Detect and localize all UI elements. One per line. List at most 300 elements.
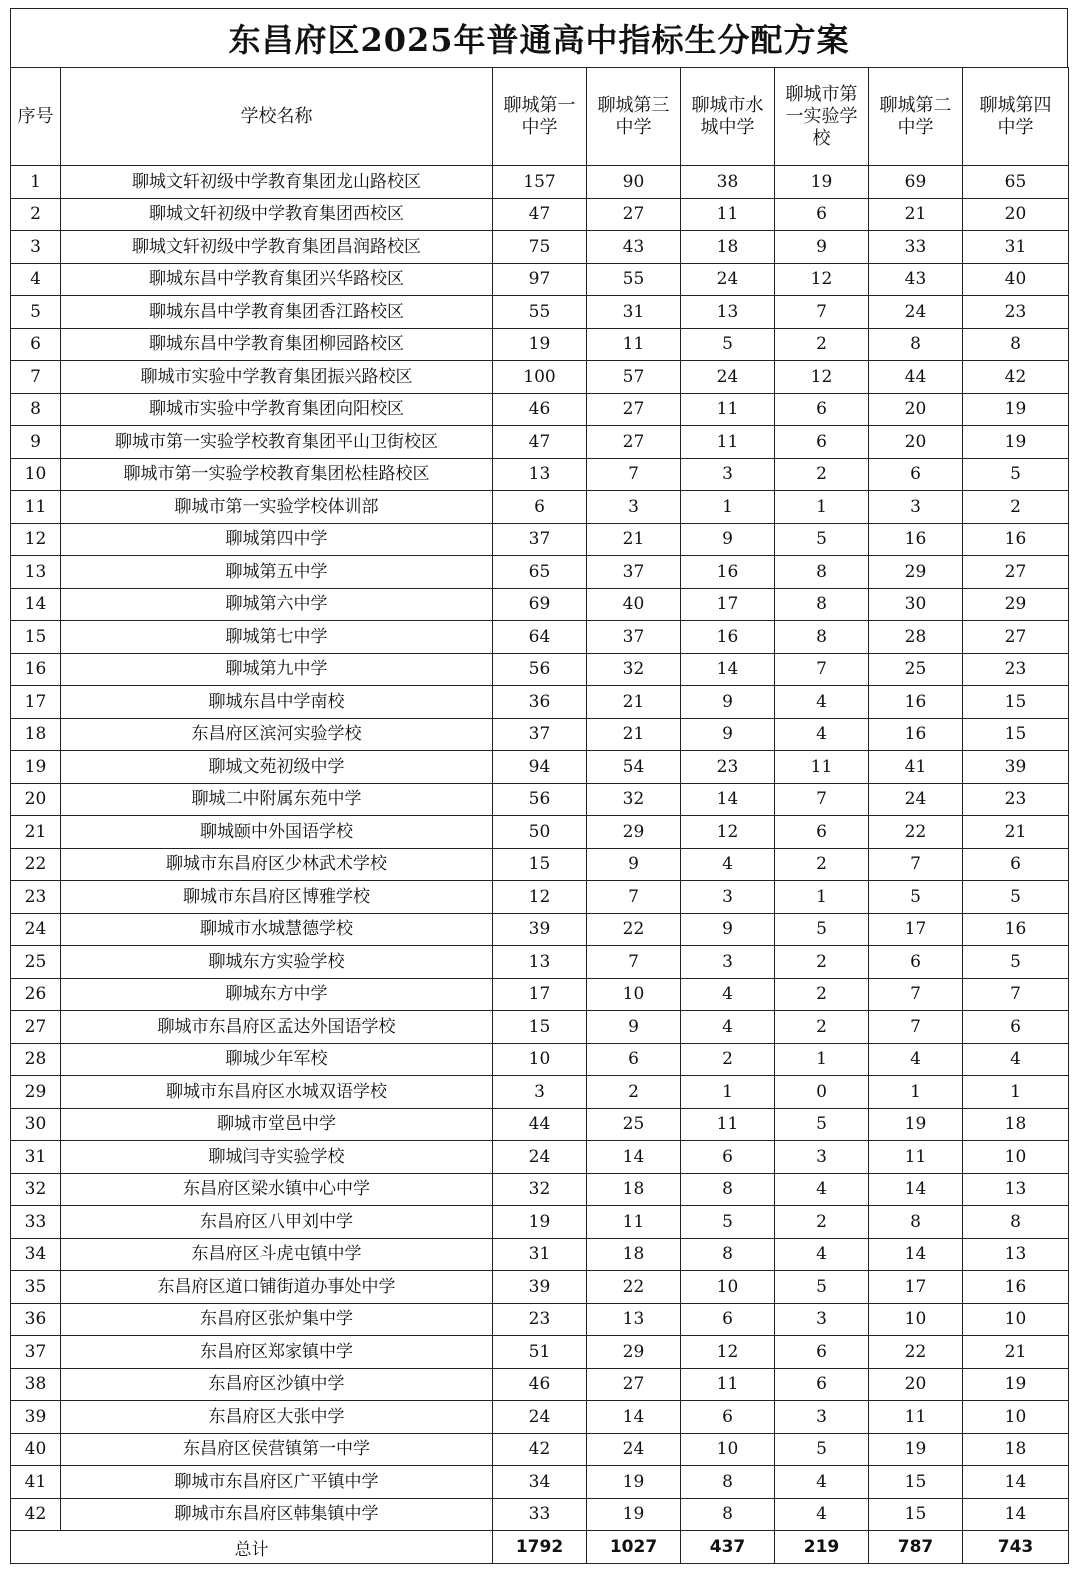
row-value-col-4: 4 (775, 1498, 869, 1531)
total-col-5: 787 (869, 1531, 963, 1564)
row-index: 37 (11, 1336, 61, 1369)
table-row (11, 1011, 1069, 1044)
row-value-col-5: 6 (869, 458, 963, 491)
row-value-col-5: 20 (869, 426, 963, 459)
row-value-col-3: 11 (681, 393, 775, 426)
table-row (11, 263, 1069, 296)
table-row (11, 1271, 1069, 1304)
table-row (11, 1336, 1069, 1369)
row-school-name: 东昌府区斗虎屯镇中学 (61, 1238, 493, 1271)
row-value-col-2: 11 (587, 328, 681, 361)
table-row (11, 686, 1069, 719)
row-value-col-2: 18 (587, 1173, 681, 1206)
table-row (11, 848, 1069, 881)
row-value-col-5: 41 (869, 751, 963, 784)
row-value-col-4: 6 (775, 198, 869, 231)
total-col-3: 437 (681, 1531, 775, 1564)
row-value-col-4: 1 (775, 1043, 869, 1076)
row-value-col-3: 4 (681, 1011, 775, 1044)
header-col-3 (681, 68, 775, 166)
row-value-col-5: 8 (869, 1206, 963, 1239)
row-value-col-4: 2 (775, 946, 869, 979)
table-row (11, 1173, 1069, 1206)
row-value-col-3: 23 (681, 751, 775, 784)
total-row (11, 1531, 1069, 1564)
row-value-col-3: 6 (681, 1401, 775, 1434)
row-school-name: 聊城东昌中学教育集团柳园路校区 (61, 328, 493, 361)
row-value-col-6: 10 (963, 1303, 1069, 1336)
row-value-col-6: 21 (963, 1336, 1069, 1369)
row-school-name: 聊城闫寺实验学校 (61, 1141, 493, 1174)
header-col-2-label: 聊城第三中学 (597, 94, 670, 138)
row-value-col-2: 7 (587, 881, 681, 914)
row-value-col-2: 32 (587, 783, 681, 816)
row-value-col-6: 20 (963, 198, 1069, 231)
header-col-2 (587, 68, 681, 166)
row-school-name: 聊城文轩初级中学教育集团龙山路校区 (61, 166, 493, 199)
row-value-col-4: 8 (775, 588, 869, 621)
allocation-table (10, 67, 1069, 1564)
row-index: 34 (11, 1238, 61, 1271)
row-value-col-5: 17 (869, 913, 963, 946)
header-col-1 (493, 68, 587, 166)
row-school-name: 聊城第四中学 (61, 523, 493, 556)
table-row (11, 426, 1069, 459)
row-index: 8 (11, 393, 61, 426)
row-value-col-1: 13 (493, 458, 587, 491)
row-value-col-3: 18 (681, 231, 775, 264)
row-value-col-3: 12 (681, 1336, 775, 1369)
row-value-col-5: 8 (869, 328, 963, 361)
row-value-col-3: 4 (681, 978, 775, 1011)
row-value-col-2: 29 (587, 1336, 681, 1369)
row-index: 31 (11, 1141, 61, 1174)
row-value-col-5: 11 (869, 1401, 963, 1434)
row-index: 15 (11, 621, 61, 654)
table-row (11, 361, 1069, 394)
row-value-col-4: 2 (775, 848, 869, 881)
row-index: 13 (11, 556, 61, 589)
row-value-col-2: 14 (587, 1401, 681, 1434)
row-value-col-1: 10 (493, 1043, 587, 1076)
row-value-col-1: 44 (493, 1108, 587, 1141)
row-value-col-3: 8 (681, 1498, 775, 1531)
row-value-col-1: 50 (493, 816, 587, 849)
row-value-col-1: 39 (493, 913, 587, 946)
row-value-col-5: 7 (869, 1011, 963, 1044)
row-index: 7 (11, 361, 61, 394)
row-value-col-4: 19 (775, 166, 869, 199)
row-value-col-5: 16 (869, 523, 963, 556)
row-value-col-3: 1 (681, 491, 775, 524)
row-index: 41 (11, 1466, 61, 1499)
header-col-4-label: 聊城市第一实验学校 (785, 83, 858, 149)
table-row (11, 718, 1069, 751)
row-value-col-5: 14 (869, 1238, 963, 1271)
page-title: 东昌府区2025年普通高中指标生分配方案 (228, 21, 850, 59)
row-value-col-6: 23 (963, 783, 1069, 816)
row-index: 14 (11, 588, 61, 621)
row-value-col-6: 8 (963, 328, 1069, 361)
row-value-col-2: 57 (587, 361, 681, 394)
row-value-col-3: 17 (681, 588, 775, 621)
row-value-col-1: 97 (493, 263, 587, 296)
row-school-name: 聊城东昌中学教育集团兴华路校区 (61, 263, 493, 296)
row-value-col-4: 6 (775, 426, 869, 459)
row-school-name: 聊城市第一实验学校教育集团平山卫街校区 (61, 426, 493, 459)
row-value-col-3: 11 (681, 198, 775, 231)
row-value-col-1: 75 (493, 231, 587, 264)
header-col-1-label: 聊城第一中学 (503, 94, 576, 138)
row-value-col-6: 5 (963, 458, 1069, 491)
row-index: 17 (11, 686, 61, 719)
row-value-col-1: 15 (493, 848, 587, 881)
row-value-col-5: 16 (869, 686, 963, 719)
row-value-col-2: 22 (587, 913, 681, 946)
row-value-col-2: 6 (587, 1043, 681, 1076)
total-col-1: 1792 (493, 1531, 587, 1564)
row-index: 6 (11, 328, 61, 361)
row-value-col-6: 15 (963, 718, 1069, 751)
table-row (11, 166, 1069, 199)
row-school-name: 聊城市东昌府区博雅学校 (61, 881, 493, 914)
row-school-name: 聊城文轩初级中学教育集团西校区 (61, 198, 493, 231)
row-value-col-2: 19 (587, 1466, 681, 1499)
row-value-col-6: 10 (963, 1401, 1069, 1434)
row-value-col-4: 4 (775, 1238, 869, 1271)
row-value-col-6: 4 (963, 1043, 1069, 1076)
row-value-col-6: 31 (963, 231, 1069, 264)
row-value-col-1: 23 (493, 1303, 587, 1336)
row-value-col-3: 38 (681, 166, 775, 199)
row-value-col-1: 39 (493, 1271, 587, 1304)
row-value-col-4: 7 (775, 783, 869, 816)
row-value-col-5: 7 (869, 848, 963, 881)
row-value-col-5: 17 (869, 1271, 963, 1304)
row-value-col-6: 27 (963, 621, 1069, 654)
row-value-col-6: 15 (963, 686, 1069, 719)
row-index: 12 (11, 523, 61, 556)
row-value-col-2: 21 (587, 523, 681, 556)
title-box (10, 8, 1068, 67)
row-index: 42 (11, 1498, 61, 1531)
row-value-col-1: 46 (493, 393, 587, 426)
row-value-col-4: 1 (775, 491, 869, 524)
row-value-col-5: 69 (869, 166, 963, 199)
row-value-col-5: 22 (869, 1336, 963, 1369)
row-value-col-2: 2 (587, 1076, 681, 1109)
table-row (11, 946, 1069, 979)
row-value-col-2: 7 (587, 946, 681, 979)
row-value-col-5: 10 (869, 1303, 963, 1336)
row-value-col-4: 9 (775, 231, 869, 264)
row-value-col-6: 1 (963, 1076, 1069, 1109)
row-value-col-2: 18 (587, 1238, 681, 1271)
row-index: 25 (11, 946, 61, 979)
row-value-col-2: 9 (587, 848, 681, 881)
row-value-col-4: 11 (775, 751, 869, 784)
table-row (11, 1303, 1069, 1336)
row-school-name: 聊城市东昌府区少林武术学校 (61, 848, 493, 881)
row-value-col-6: 42 (963, 361, 1069, 394)
table-row (11, 751, 1069, 784)
row-value-col-4: 3 (775, 1303, 869, 1336)
header-col-4 (775, 68, 869, 166)
row-value-col-2: 27 (587, 393, 681, 426)
row-value-col-1: 64 (493, 621, 587, 654)
row-school-name: 聊城第七中学 (61, 621, 493, 654)
row-value-col-3: 2 (681, 1043, 775, 1076)
header-col-3-label: 聊城市水城中学 (691, 94, 764, 138)
row-value-col-3: 3 (681, 946, 775, 979)
row-school-name: 东昌府区侯营镇第一中学 (61, 1433, 493, 1466)
total-label: 总计 (11, 1531, 493, 1564)
row-school-name: 聊城市东昌府区广平镇中学 (61, 1466, 493, 1499)
row-value-col-5: 20 (869, 393, 963, 426)
row-value-col-1: 15 (493, 1011, 587, 1044)
row-value-col-4: 4 (775, 1173, 869, 1206)
row-value-col-6: 16 (963, 913, 1069, 946)
row-value-col-2: 13 (587, 1303, 681, 1336)
row-index: 5 (11, 296, 61, 329)
row-school-name: 聊城第九中学 (61, 653, 493, 686)
row-value-col-5: 4 (869, 1043, 963, 1076)
table-row (11, 556, 1069, 589)
row-value-col-6: 19 (963, 393, 1069, 426)
row-school-name: 聊城东方中学 (61, 978, 493, 1011)
row-value-col-1: 17 (493, 978, 587, 1011)
row-value-col-5: 15 (869, 1498, 963, 1531)
row-value-col-6: 13 (963, 1173, 1069, 1206)
row-value-col-2: 31 (587, 296, 681, 329)
document-page (10, 8, 1068, 1564)
row-school-name: 聊城第五中学 (61, 556, 493, 589)
row-value-col-1: 36 (493, 686, 587, 719)
row-value-col-5: 25 (869, 653, 963, 686)
row-value-col-3: 8 (681, 1238, 775, 1271)
table-row (11, 1238, 1069, 1271)
row-index: 21 (11, 816, 61, 849)
row-value-col-1: 51 (493, 1336, 587, 1369)
row-value-col-2: 55 (587, 263, 681, 296)
row-school-name: 聊城文苑初级中学 (61, 751, 493, 784)
row-index: 40 (11, 1433, 61, 1466)
row-value-col-3: 9 (681, 523, 775, 556)
row-value-col-4: 3 (775, 1401, 869, 1434)
table-row (11, 1076, 1069, 1109)
row-school-name: 聊城市实验中学教育集团向阳校区 (61, 393, 493, 426)
row-value-col-6: 8 (963, 1206, 1069, 1239)
row-value-col-2: 10 (587, 978, 681, 1011)
table-row (11, 328, 1069, 361)
row-value-col-1: 13 (493, 946, 587, 979)
total-col-4: 219 (775, 1531, 869, 1564)
row-value-col-5: 1 (869, 1076, 963, 1109)
row-value-col-3: 4 (681, 848, 775, 881)
row-value-col-6: 27 (963, 556, 1069, 589)
row-value-col-3: 16 (681, 556, 775, 589)
row-school-name: 聊城颐中外国语学校 (61, 816, 493, 849)
row-value-col-6: 10 (963, 1141, 1069, 1174)
row-value-col-2: 25 (587, 1108, 681, 1141)
row-value-col-2: 29 (587, 816, 681, 849)
row-value-col-6: 23 (963, 296, 1069, 329)
row-index: 24 (11, 913, 61, 946)
row-value-col-6: 39 (963, 751, 1069, 784)
row-value-col-5: 43 (869, 263, 963, 296)
table-row (11, 1466, 1069, 1499)
row-value-col-1: 19 (493, 1206, 587, 1239)
row-index: 28 (11, 1043, 61, 1076)
row-school-name: 聊城市东昌府区韩集镇中学 (61, 1498, 493, 1531)
row-value-col-3: 14 (681, 653, 775, 686)
table-row (11, 1498, 1069, 1531)
row-index: 22 (11, 848, 61, 881)
row-value-col-3: 11 (681, 1108, 775, 1141)
row-school-name: 聊城东昌中学南校 (61, 686, 493, 719)
row-index: 26 (11, 978, 61, 1011)
row-value-col-3: 11 (681, 426, 775, 459)
row-value-col-5: 30 (869, 588, 963, 621)
row-value-col-2: 37 (587, 621, 681, 654)
table-row (11, 296, 1069, 329)
row-school-name: 聊城文轩初级中学教育集团昌润路校区 (61, 231, 493, 264)
row-value-col-3: 8 (681, 1466, 775, 1499)
row-value-col-6: 5 (963, 946, 1069, 979)
row-value-col-1: 19 (493, 328, 587, 361)
row-value-col-6: 5 (963, 881, 1069, 914)
row-value-col-3: 10 (681, 1433, 775, 1466)
row-index: 36 (11, 1303, 61, 1336)
row-value-col-2: 37 (587, 556, 681, 589)
row-value-col-5: 3 (869, 491, 963, 524)
row-value-col-4: 5 (775, 1433, 869, 1466)
header-index: 序号 (11, 68, 61, 166)
row-school-name: 聊城市水城慧德学校 (61, 913, 493, 946)
row-value-col-2: 9 (587, 1011, 681, 1044)
row-value-col-3: 1 (681, 1076, 775, 1109)
row-value-col-1: 42 (493, 1433, 587, 1466)
row-school-name: 聊城市第一实验学校教育集团松桂路校区 (61, 458, 493, 491)
row-value-col-2: 14 (587, 1141, 681, 1174)
row-school-name: 聊城市实验中学教育集团振兴路校区 (61, 361, 493, 394)
row-value-col-5: 33 (869, 231, 963, 264)
row-value-col-5: 29 (869, 556, 963, 589)
row-school-name: 东昌府区八甲刘中学 (61, 1206, 493, 1239)
row-index: 20 (11, 783, 61, 816)
row-value-col-1: 56 (493, 783, 587, 816)
row-value-col-3: 9 (681, 718, 775, 751)
row-value-col-2: 40 (587, 588, 681, 621)
table-row (11, 1043, 1069, 1076)
row-value-col-4: 12 (775, 263, 869, 296)
row-value-col-4: 6 (775, 1336, 869, 1369)
row-value-col-1: 100 (493, 361, 587, 394)
row-value-col-4: 2 (775, 978, 869, 1011)
row-value-col-6: 7 (963, 978, 1069, 1011)
row-value-col-4: 0 (775, 1076, 869, 1109)
row-value-col-2: 32 (587, 653, 681, 686)
row-value-col-5: 6 (869, 946, 963, 979)
row-value-col-4: 4 (775, 686, 869, 719)
row-value-col-4: 12 (775, 361, 869, 394)
row-value-col-6: 6 (963, 1011, 1069, 1044)
row-value-col-2: 7 (587, 458, 681, 491)
row-value-col-1: 34 (493, 1466, 587, 1499)
row-value-col-6: 6 (963, 848, 1069, 881)
row-school-name: 东昌府区大张中学 (61, 1401, 493, 1434)
row-value-col-3: 8 (681, 1173, 775, 1206)
row-value-col-3: 12 (681, 816, 775, 849)
row-value-col-1: 6 (493, 491, 587, 524)
row-value-col-3: 24 (681, 361, 775, 394)
table-row (11, 881, 1069, 914)
row-value-col-3: 13 (681, 296, 775, 329)
table-row (11, 816, 1069, 849)
row-value-col-5: 24 (869, 296, 963, 329)
row-index: 11 (11, 491, 61, 524)
table-row (11, 231, 1069, 264)
table-row (11, 523, 1069, 556)
row-index: 32 (11, 1173, 61, 1206)
row-value-col-5: 19 (869, 1433, 963, 1466)
row-value-col-3: 24 (681, 263, 775, 296)
row-school-name: 聊城市东昌府区孟达外国语学校 (61, 1011, 493, 1044)
header-row (11, 68, 1069, 166)
row-value-col-1: 55 (493, 296, 587, 329)
row-index: 10 (11, 458, 61, 491)
table-row (11, 1401, 1069, 1434)
row-school-name: 聊城二中附属东苑中学 (61, 783, 493, 816)
row-value-col-4: 6 (775, 393, 869, 426)
row-value-col-3: 3 (681, 458, 775, 491)
row-value-col-6: 13 (963, 1238, 1069, 1271)
row-value-col-4: 2 (775, 458, 869, 491)
row-value-col-2: 24 (587, 1433, 681, 1466)
row-school-name: 东昌府区沙镇中学 (61, 1368, 493, 1401)
row-value-col-4: 6 (775, 816, 869, 849)
row-index: 9 (11, 426, 61, 459)
row-value-col-3: 3 (681, 881, 775, 914)
row-value-col-3: 5 (681, 1206, 775, 1239)
row-school-name: 聊城东昌中学教育集团香江路校区 (61, 296, 493, 329)
row-value-col-2: 21 (587, 686, 681, 719)
table-row (11, 783, 1069, 816)
table-row (11, 1433, 1069, 1466)
row-value-col-5: 7 (869, 978, 963, 1011)
row-value-col-5: 28 (869, 621, 963, 654)
row-value-col-6: 23 (963, 653, 1069, 686)
row-index: 2 (11, 198, 61, 231)
header-school: 学校名称 (61, 68, 493, 166)
row-value-col-4: 1 (775, 881, 869, 914)
table-row (11, 913, 1069, 946)
row-value-col-5: 11 (869, 1141, 963, 1174)
table-row (11, 621, 1069, 654)
row-school-name: 聊城少年军校 (61, 1043, 493, 1076)
row-value-col-5: 22 (869, 816, 963, 849)
row-value-col-3: 9 (681, 913, 775, 946)
header-col-5 (869, 68, 963, 166)
row-value-col-1: 46 (493, 1368, 587, 1401)
row-school-name: 东昌府区道口铺街道办事处中学 (61, 1271, 493, 1304)
row-value-col-1: 94 (493, 751, 587, 784)
row-index: 33 (11, 1206, 61, 1239)
row-value-col-1: 56 (493, 653, 587, 686)
row-value-col-3: 5 (681, 328, 775, 361)
row-index: 4 (11, 263, 61, 296)
row-index: 35 (11, 1271, 61, 1304)
